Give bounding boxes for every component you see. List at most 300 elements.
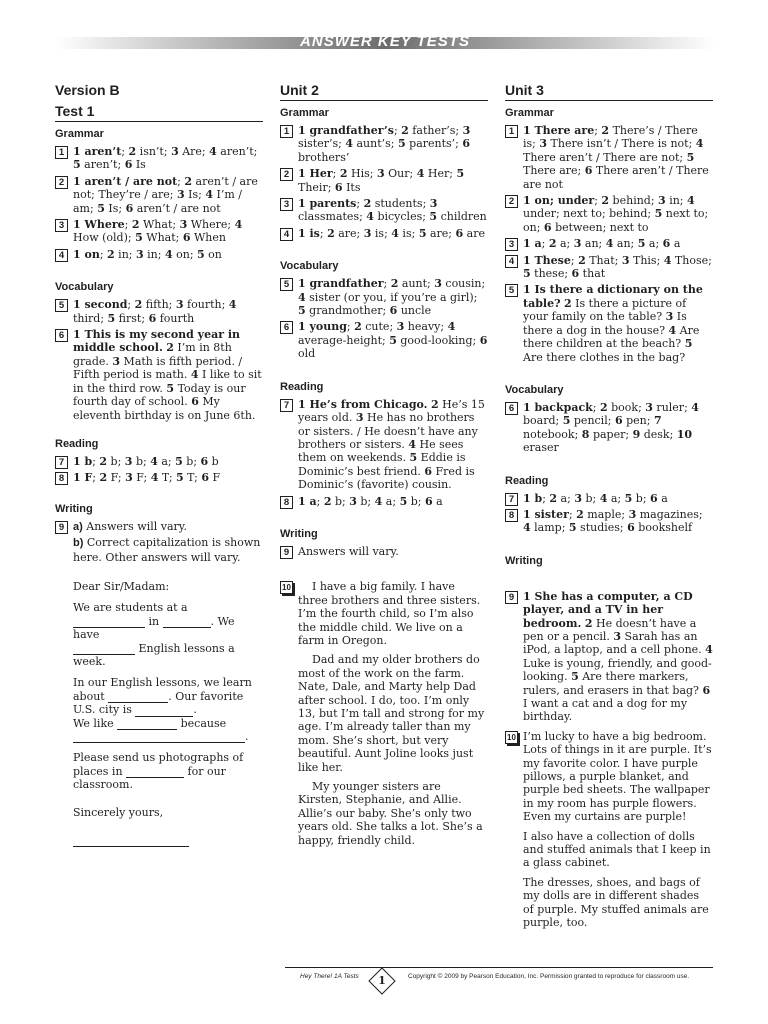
- answer-text: ;: [393, 124, 402, 137]
- answer-text: Her;: [424, 167, 457, 181]
- answer-key-bold: 1 Her: [298, 167, 333, 181]
- item-number-box: 7: [55, 456, 68, 469]
- answer-text: aunt;: [398, 277, 435, 291]
- answer-key-bold: 1 Is there a dictionary on the table?: [523, 283, 703, 310]
- answer-text: parents’;: [405, 137, 463, 151]
- answer-text: T;: [158, 471, 177, 485]
- answer-text: a;: [556, 237, 574, 251]
- answer-text: classmates;: [298, 210, 367, 224]
- answer-key-bold: 1 is: [298, 226, 320, 240]
- answer-key-bold: 2: [99, 471, 108, 485]
- item-number-box: 3: [55, 219, 68, 232]
- item-number-box: 2: [505, 195, 518, 208]
- answer-text: cute;: [361, 320, 397, 334]
- answer-key-bold: 6: [479, 333, 488, 347]
- answer-text: Our;: [384, 167, 417, 181]
- answer-item: [55, 471, 263, 484]
- answer-key-bold: 1 young: [298, 320, 347, 334]
- answer-text: a;: [607, 491, 625, 505]
- item-number-box: 10: [280, 581, 293, 594]
- answer-text: on: [204, 247, 222, 261]
- item-number-box: 8: [505, 509, 518, 522]
- answer-text: Eddie is Dominic’s best friend.: [298, 451, 466, 478]
- answer-text: behind;: [609, 194, 659, 208]
- answer-text: fourth;: [183, 298, 229, 312]
- answer-text: Its: [342, 180, 361, 194]
- answer-text: aunt’s;: [353, 137, 398, 151]
- banner-title: ANSWER KEY TESTS: [300, 33, 470, 50]
- answer-key-bold: 2: [599, 400, 608, 414]
- answer-key-bold: 4: [234, 218, 243, 232]
- answer-item: [55, 248, 263, 261]
- footer-rule: [285, 967, 713, 968]
- answer-key-bold: 5: [197, 247, 205, 261]
- item-number-box: 4: [505, 255, 518, 268]
- answer-key-bold: 1 These: [523, 253, 571, 267]
- answer-key-bold: 5: [523, 267, 531, 281]
- answer-key-bold: 5: [456, 167, 465, 181]
- answer-key-bold: 5: [298, 304, 306, 318]
- answer-text: ;: [542, 491, 550, 505]
- item-number-box: 6: [505, 402, 518, 415]
- answer-key-bold: 1 Where: [73, 218, 125, 232]
- item-number-box: 5: [505, 284, 518, 297]
- answer-text: b;: [407, 494, 425, 508]
- answer-item: [55, 298, 263, 325]
- answer-key-bold: 6: [148, 311, 157, 325]
- answer-key-bold: 1 b: [523, 491, 543, 505]
- answer-key-bold: 6: [455, 226, 464, 240]
- answer-text: is;: [371, 226, 392, 240]
- answer-key-bold: 1 a: [298, 494, 317, 508]
- answer-text: b;: [132, 454, 151, 468]
- answer-key-bold: 3: [645, 400, 653, 414]
- answer-key-bold: 6: [543, 220, 552, 234]
- answer-item: [55, 328, 263, 422]
- answer-text: His;: [347, 167, 377, 181]
- answer-key-bold: 3: [171, 145, 179, 158]
- model-paragraph: I also have a collection of dolls and stuffed animals that I keep in a glass cabinet.: [523, 829, 711, 870]
- answer-text: There aren’t / There are not;: [523, 150, 687, 164]
- answer-text: third;: [73, 311, 108, 325]
- answer-key-bold: 1 aren’t: [73, 145, 122, 158]
- answer-text: He has no brothers or sisters. / He doesn’t have any brothers or sisters.: [298, 411, 478, 451]
- answer-key-bold: 1 grandfather’s: [298, 124, 394, 137]
- answer-item: [280, 227, 488, 240]
- answer-key-bold: 2: [99, 454, 108, 468]
- item-number-box: 8: [280, 496, 293, 509]
- sub-label: a): [73, 520, 83, 533]
- item-number-box: 2: [280, 168, 293, 181]
- answer-key-bold: 6: [462, 137, 471, 151]
- answer-text: Answers will vary.: [298, 544, 399, 558]
- footer-copyright: Copyright © 2009 by Pearson Education, Inc. Permission granted to reproduce for classroom use.: [408, 973, 690, 980]
- answer-text: a: [432, 494, 443, 508]
- answer-key-bold: 2: [401, 124, 409, 137]
- answer-text: T;: [183, 471, 202, 485]
- answer-item: [505, 124, 713, 191]
- answer-key-bold: 5: [684, 337, 693, 351]
- answer-text: next to; on;: [523, 207, 709, 234]
- answer-text: There are;: [523, 164, 585, 178]
- answer-item: [280, 545, 488, 558]
- answer-key-bold: 6: [614, 414, 623, 428]
- answer-text: How (old);: [73, 231, 136, 245]
- answer-text: pencil;: [570, 414, 615, 428]
- answer-item: [55, 455, 263, 468]
- answer-text: There aren’t / There are not: [523, 164, 709, 191]
- answer-key-bold: 2: [549, 491, 558, 505]
- answer-key-bold: 4: [668, 323, 677, 337]
- answer-key-bold: 3: [613, 629, 622, 643]
- answer-text: ;: [570, 253, 579, 267]
- answer-key-bold: 3: [621, 253, 630, 267]
- answer-text: bookshelf: [634, 521, 693, 535]
- answer-text: in;: [114, 247, 136, 261]
- answer-text: b;: [632, 491, 651, 505]
- answer-text: ;: [121, 145, 129, 158]
- answer-text: father’s;: [408, 124, 463, 137]
- answer-key-bold: 6: [124, 158, 133, 172]
- answer-text: There’s / There is;: [523, 124, 698, 151]
- answer-text: ;: [356, 197, 364, 211]
- answer-text: I’m in 8th grade.: [73, 341, 232, 368]
- answer-text: I like to sit in the third row.: [73, 368, 262, 395]
- answer-key-bold: 6: [650, 491, 658, 505]
- letter-salutation: Dear Sir/Madam:: [73, 579, 170, 593]
- answer-key-bold: 2: [584, 616, 593, 630]
- answer-key-bold: 4: [205, 188, 213, 202]
- answer-key-bold: 2: [107, 247, 115, 261]
- answer-text: Sarah has an iPod, a laptop, and a cell phone.: [523, 629, 706, 657]
- answer-key-bold: 8: [581, 427, 590, 441]
- answer-key-bold: 5: [418, 226, 427, 240]
- answer-text: ruler;: [652, 400, 692, 414]
- answer-text: brothers’: [298, 150, 350, 164]
- answer-key-bold: 5: [686, 150, 695, 164]
- answer-key-bold: 5: [624, 491, 633, 505]
- unit-title: Unit 3: [505, 82, 713, 101]
- answer-text: magazines;: [636, 507, 703, 521]
- answer-key-bold: 3: [574, 491, 582, 505]
- answer-key-bold: 3: [349, 494, 357, 508]
- item-number-box: 6: [280, 321, 293, 334]
- answer-key-bold: 6: [191, 395, 199, 409]
- answer-text: ;: [592, 400, 600, 414]
- section-heading: Writing: [55, 502, 93, 515]
- answer-key-bold: 4: [691, 400, 699, 414]
- answer-text: on;: [172, 247, 198, 261]
- answer-key-bold: 3: [124, 454, 133, 468]
- item-number-box: 1: [505, 125, 518, 138]
- item-number-box: 4: [55, 249, 68, 262]
- page-number-badge: [367, 966, 397, 996]
- answer-item: [505, 283, 713, 363]
- answer-key-bold: 5: [176, 471, 184, 485]
- answer-key-bold: 1 This is my second year in middle school.: [73, 328, 240, 355]
- answer-key-bold: 2: [601, 194, 610, 208]
- letter-paragraph: In our English lessons, we learn about . Our favorite U.S. city is . We like because .: [73, 676, 252, 743]
- answer-text: sister (or you, if you’re a girl);: [305, 290, 478, 304]
- version-title: Version B: [55, 82, 120, 98]
- answer-key-bold: 3: [539, 137, 548, 151]
- answer-key-bold: 4: [695, 137, 704, 151]
- answer-text: Luke is young, friendly, and good-looking.: [523, 656, 712, 684]
- answer-key-bold: 4: [150, 454, 158, 468]
- model-text: [505, 730, 713, 930]
- answer-text: Math is fifth period. / Fifth period is math.: [73, 354, 243, 382]
- answer-item: [280, 320, 488, 360]
- page-number: 1: [378, 974, 386, 987]
- answer-key-bold: 2: [166, 341, 174, 355]
- answer-key-bold: 4: [447, 320, 456, 334]
- answer-key-bold: 1 second: [73, 298, 128, 312]
- section-heading: Reading: [55, 437, 99, 450]
- answer-text: b: [208, 454, 219, 468]
- answer-key-bold: 3: [462, 124, 471, 137]
- answer-key-bold: 3: [179, 218, 188, 232]
- answer-key-bold: 5: [389, 333, 397, 347]
- header-banner: [55, 33, 715, 50]
- answer-key-bold: 4: [164, 247, 173, 261]
- answer-text: ;: [541, 237, 549, 251]
- answer-key-bold: 4: [663, 253, 672, 267]
- answer-text: notebook;: [523, 427, 582, 441]
- answer-text: ;: [124, 218, 132, 232]
- item-number-box: 1: [280, 125, 293, 138]
- section-heading: Writing: [280, 527, 318, 540]
- model-text: [280, 580, 488, 847]
- section-heading: Grammar: [505, 107, 554, 119]
- answer-item: [55, 175, 263, 215]
- answer-text: ;: [316, 494, 324, 508]
- answer-key-bold: 5: [107, 311, 116, 325]
- answer-key-bold: 4: [391, 226, 399, 240]
- answer-key-bold: 4: [150, 471, 159, 485]
- answer-key-bold: 6: [571, 267, 580, 281]
- answer-text: ;: [92, 454, 100, 468]
- answer-text: a;: [645, 237, 663, 251]
- answer-key-bold: 3: [658, 194, 666, 208]
- answer-text: under; next to; behind;: [523, 207, 655, 221]
- model-paragraph: Dad and my older brothers do most of the work on the farm. Nate, Dale, and Marty help Dad after school. I do, too. I’m only 13, but I’m tall and strong for my age. I’m already taller than my mom. She’s short, but very beautiful. Aunt Joline looks just like her.: [298, 653, 485, 774]
- answer-text: aren’t;: [80, 158, 125, 172]
- answer-key-bold: 5: [398, 137, 406, 151]
- section-heading: Reading: [280, 380, 324, 393]
- answer-text: Correct capitalization is shown here. Other answers will vary.: [73, 536, 261, 564]
- section-heading: Writing: [505, 554, 543, 567]
- answer-key-bold: 1 b: [73, 454, 93, 468]
- answer-key-bold: 1 backpack: [523, 400, 593, 414]
- answer-key-bold: 2: [128, 145, 137, 158]
- answer-item: [55, 218, 263, 245]
- answer-text: ;: [594, 194, 602, 208]
- answer-text: a;: [157, 454, 176, 468]
- answer-key-bold: 3: [355, 411, 364, 425]
- answer-text: uncle: [397, 304, 432, 318]
- answer-key-bold: 5: [654, 207, 663, 221]
- answer-text: Are;: [178, 145, 210, 158]
- answer-text: fifth;: [142, 298, 176, 312]
- answer-text: book;: [607, 400, 646, 414]
- model-paragraph: The dresses, shoes, and bags of my dolls are in different shades of purple. My stuffed animals are purple, too.: [523, 875, 709, 930]
- answer-item: [505, 401, 713, 455]
- model-paragraph: I’m lucky to have a big bedroom. Lots of things in it are purple. It’s my favorite color. I have purple pillows, a purple blanket, and purple bed sheets. The wallpaper in my room has purple flowers. Even my curtains are purple!: [523, 729, 712, 824]
- test-title: Test 1: [55, 103, 263, 122]
- answer-text: F;: [107, 471, 126, 485]
- letter-paragraph: We are students at a in . We have English lessons a week.: [73, 601, 235, 668]
- answer-text: desk;: [640, 427, 677, 441]
- answer-key-bold: 1 grandfather: [298, 277, 384, 291]
- answer-text: fourth: [156, 311, 195, 325]
- answer-text: an;: [613, 237, 638, 251]
- answer-key-bold: 1 on; under: [523, 194, 595, 208]
- answer-key-bold: 3: [176, 188, 185, 202]
- answer-text: Answers will vary.: [82, 519, 188, 533]
- answer-key-bold: 5: [73, 158, 81, 172]
- item-number-box: 2: [55, 176, 68, 189]
- answer-text: these;: [530, 267, 572, 281]
- item-number-box: 10: [505, 731, 518, 744]
- answer-key-bold: 6: [627, 521, 635, 535]
- answer-text: a: [670, 237, 681, 251]
- answer-text: When: [190, 231, 226, 245]
- answer-text: He’s 15 years old.: [298, 397, 485, 425]
- answer-key-bold: 1 on: [73, 247, 100, 261]
- answer-key-bold: 3: [434, 277, 442, 291]
- answer-key-bold: 7: [653, 414, 662, 428]
- unit-title: Unit 2: [280, 82, 488, 101]
- section-heading: Vocabulary: [55, 281, 114, 294]
- answer-item-writing: [55, 520, 263, 564]
- answer-item: [505, 508, 713, 535]
- section-heading: Grammar: [280, 107, 329, 119]
- answer-key-bold: 1 aren’t / are not: [73, 174, 178, 188]
- answer-text: ;: [127, 298, 135, 312]
- item-number-box: 4: [280, 228, 293, 241]
- letter-closing: Sincerely yours,: [73, 805, 164, 819]
- answer-text: an;: [581, 237, 606, 251]
- answer-key-bold: 3: [175, 298, 184, 312]
- answer-text: old: [298, 347, 316, 361]
- answer-text: Is;: [184, 188, 206, 202]
- answer-text: b;: [107, 454, 125, 468]
- item-number-box: 3: [505, 238, 518, 251]
- answer-key-bold: 2: [548, 237, 557, 251]
- answer-key-bold: 6: [389, 304, 398, 318]
- answer-item: [280, 124, 488, 164]
- answer-key-bold: 1 There are: [523, 124, 595, 137]
- answer-key-bold: 2: [430, 397, 439, 411]
- sample-letter: [55, 580, 263, 847]
- answer-key-bold: 2: [184, 174, 193, 188]
- answer-text: ;: [99, 247, 108, 261]
- answer-key-bold: 5: [429, 210, 438, 224]
- answer-text: Today is our fourth day of school.: [73, 381, 246, 409]
- column-unit-3: [505, 82, 713, 936]
- answer-item: [505, 237, 713, 250]
- answer-item: [280, 495, 488, 508]
- answer-text: He sees them on weekends.: [298, 437, 464, 465]
- answer-text: Is: [132, 158, 146, 172]
- item-number-box: 9: [280, 546, 293, 559]
- answer-key-bold: 4: [705, 643, 713, 657]
- answer-key-bold: 6: [662, 237, 671, 251]
- answer-text: Those;: [671, 253, 712, 267]
- answer-key-bold: 4: [605, 237, 614, 251]
- answer-key-bold: 2: [601, 124, 610, 137]
- section-heading: Grammar: [55, 128, 104, 140]
- answer-key-bold: 4: [228, 298, 237, 312]
- item-number-box: 7: [505, 493, 518, 506]
- answer-text: ;: [177, 174, 185, 188]
- answer-text: This;: [629, 253, 664, 267]
- answer-text: b;: [182, 454, 201, 468]
- answer-key-bold: 3: [573, 237, 582, 251]
- answer-key-bold: 9: [632, 427, 641, 441]
- answer-item: [280, 277, 488, 317]
- answer-key-bold: 3: [125, 471, 133, 485]
- answer-key-bold: 3: [429, 197, 438, 211]
- answer-key-bold: 6: [334, 180, 343, 194]
- answer-text: between; next to: [551, 220, 649, 234]
- answer-item: [505, 590, 713, 724]
- answer-key-bold: 2: [390, 277, 399, 291]
- answer-key-bold: 6: [200, 454, 209, 468]
- answer-text: a: [657, 491, 668, 505]
- answer-key-bold: 1 sister: [523, 507, 569, 521]
- answer-text: ;: [568, 507, 577, 521]
- answer-key-bold: 4: [374, 494, 383, 508]
- answer-text: b;: [331, 494, 350, 508]
- footer-book-title: Hey There! 1A Tests: [300, 973, 359, 980]
- answer-key-bold: 2: [576, 507, 584, 521]
- answer-text: studies;: [576, 521, 628, 535]
- model-paragraph: I have a big family. I have three brothers and three sisters. I’m the fourth child, so I’m also the middle child. We live on a farm in Oregon.: [298, 580, 481, 647]
- item-number-box: 8: [55, 472, 68, 485]
- answer-key-bold: 4: [687, 194, 695, 208]
- answer-key-bold: 4: [345, 137, 353, 151]
- answer-text: I want a cat and a dog for my birthday.: [523, 697, 688, 724]
- answer-text: average-height;: [298, 333, 390, 347]
- item-number-box: 5: [55, 299, 68, 312]
- answer-text: ;: [319, 226, 328, 240]
- answer-key-bold: 2: [354, 320, 362, 334]
- answer-text: children: [437, 210, 487, 224]
- answer-text: cousin;: [441, 277, 486, 291]
- answer-text: a;: [557, 491, 575, 505]
- answer-key-bold: 2: [323, 494, 332, 508]
- answer-text: Are there clothes in the bag?: [523, 350, 686, 364]
- answer-key-bold: 3: [363, 226, 372, 240]
- answer-key-bold: 1 He’s from Chicago.: [298, 397, 428, 411]
- answer-key-bold: 6: [424, 464, 433, 478]
- answer-key-bold: 5: [175, 454, 183, 468]
- section-heading: Vocabulary: [505, 383, 564, 396]
- answer-text: grandmother;: [305, 304, 390, 318]
- answer-key-bold: 2: [327, 226, 335, 240]
- item-number-box: 6: [55, 329, 68, 342]
- answer-text: that: [579, 267, 606, 281]
- answer-key-bold: 1 F: [73, 471, 93, 485]
- answer-key-bold: 4: [599, 491, 608, 505]
- answer-key-bold: 5: [562, 414, 571, 428]
- section-heading: Reading: [505, 474, 549, 487]
- answer-key-bold: 3: [112, 354, 121, 368]
- answer-item: [505, 194, 713, 234]
- sub-label: b): [73, 537, 84, 550]
- answer-text: in;: [143, 247, 165, 261]
